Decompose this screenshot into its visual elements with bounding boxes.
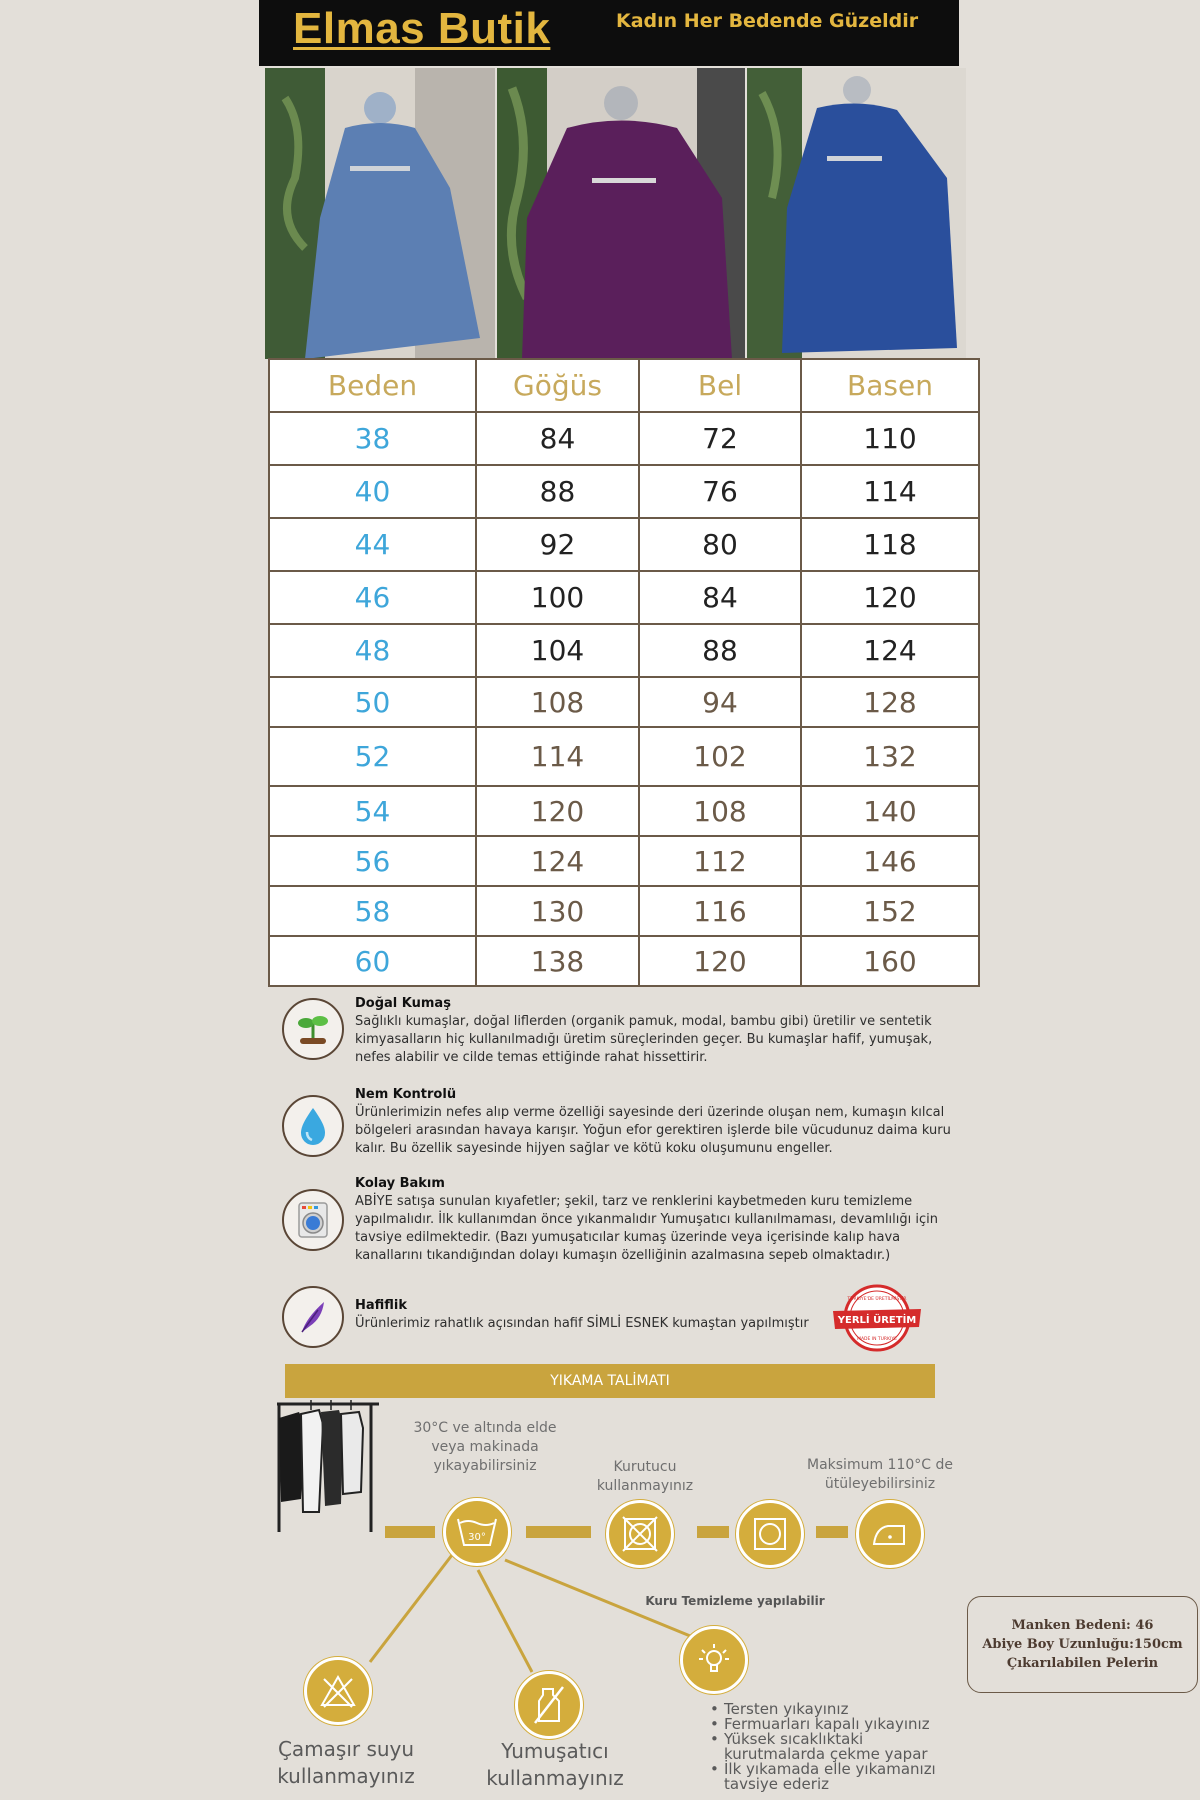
table-row — [269, 677, 979, 727]
list-item: • Tersten yıkayınız — [706, 1702, 966, 1717]
iron-icon — [856, 1500, 924, 1568]
wash-30-icon — [443, 1498, 511, 1566]
chest-cell: 130 — [476, 886, 639, 936]
col-header-chest: Göğüs — [476, 359, 639, 412]
waist-cell: 72 — [639, 412, 801, 465]
table-row — [269, 727, 979, 786]
badge-main-text: YERLİ ÜRETİM — [837, 1315, 917, 1326]
local-production-badge — [829, 1283, 925, 1353]
wash-symbol-text: 30° — [468, 1532, 486, 1543]
table-row — [269, 624, 979, 677]
chest-cell: 92 — [476, 518, 639, 571]
size-chart-table — [268, 358, 980, 987]
softener-note: Yumuşatıcı kullanmayınız — [486, 1739, 624, 1790]
col-header-waist: Bel — [639, 359, 801, 412]
size-cell: 40 — [269, 465, 476, 518]
list-item: • Fermuarları kapalı yıkayınız — [706, 1717, 966, 1732]
no-tumble-dry-icon — [606, 1500, 674, 1568]
chest-cell: 120 — [476, 786, 639, 836]
care-tips-list — [706, 1702, 966, 1792]
chest-cell: 100 — [476, 571, 639, 624]
brand-logo: Elmas Butik — [293, 4, 551, 53]
size-cell: 48 — [269, 624, 476, 677]
hip-cell: 128 — [801, 677, 979, 727]
no-softener-icon — [515, 1671, 583, 1739]
hip-cell: 120 — [801, 571, 979, 624]
hip-cell: 160 — [801, 936, 979, 986]
model-info-box — [967, 1596, 1198, 1693]
table-row — [269, 412, 979, 465]
waist-cell: 112 — [639, 836, 801, 886]
chest-cell: 124 — [476, 836, 639, 886]
size-cell: 60 — [269, 936, 476, 986]
product-photo-purple — [497, 68, 745, 359]
clothes-rack-icon — [271, 1394, 386, 1534]
size-cell: 46 — [269, 571, 476, 624]
size-cell: 56 — [269, 836, 476, 886]
water-drop-icon — [282, 1095, 344, 1157]
size-cell: 44 — [269, 518, 476, 571]
dry-clean-note: Kuru Temizleme yapılabilir — [645, 1594, 825, 1608]
chest-cell: 104 — [476, 624, 639, 677]
waist-cell: 120 — [639, 936, 801, 986]
divider — [526, 1526, 591, 1538]
iron-note: Maksimum 110°C de ütüleyebilirsiniz — [807, 1457, 953, 1492]
chest-cell: 84 — [476, 412, 639, 465]
feather-icon — [282, 1286, 344, 1348]
hip-cell: 114 — [801, 465, 979, 518]
size-cell: 50 — [269, 677, 476, 727]
chest-cell: 108 — [476, 677, 639, 727]
bleach-note: Çamaşır suyu kullanmayınız — [277, 1737, 415, 1788]
table-row — [269, 571, 979, 624]
waist-cell: 102 — [639, 727, 801, 786]
dryer-note: Kurutucu kullanmayınız — [596, 1459, 694, 1494]
dress-length: Abiye Boy Uzunluğu:150cm — [982, 1637, 1183, 1652]
feature-text: Ürünlerimiz rahatlık açısından hafif SİMLİ ESNEK kumaştan yapılmıştır — [355, 1316, 809, 1331]
plant-icon — [282, 998, 344, 1060]
divider — [697, 1526, 729, 1538]
feature-text: Sağlıklı kumaşlar, doğal liflerden (organik pamuk, modal, bambu gibi) üretilir ve sentetik kimyasalların hiç kullanılmadığı üretim süreçlerinden geçer. Bu kumaşlar hafif, yumuşak, nefes alabilir ve cilde temas ettiğinde rahat hissettirir. — [355, 1014, 933, 1065]
waist-cell: 108 — [639, 786, 801, 836]
table-row — [269, 465, 979, 518]
table-row — [269, 518, 979, 571]
divider — [816, 1526, 848, 1538]
size-cell: 58 — [269, 886, 476, 936]
product-photo-blue — [265, 68, 495, 359]
hip-cell: 118 — [801, 518, 979, 571]
waist-cell: 88 — [639, 624, 801, 677]
badge-bottom-text: MADE IN TURKIYE — [857, 1337, 897, 1342]
hip-cell: 110 — [801, 412, 979, 465]
waist-cell: 94 — [639, 677, 801, 727]
product-photo-navy — [747, 68, 966, 359]
washing-machine-icon — [282, 1189, 344, 1251]
size-cell: 54 — [269, 786, 476, 836]
tagline: Kadın Her Bedende Güzeldir — [616, 10, 919, 32]
feature-text: ABİYE satışa sunulan kıyafetler; şekil, tarz ve renklerini kaybetmeden kuru temizleme yapılmalıdır. İlk kullanımdan önce yıkanmalıdır Yumuşatıcı kullanılmaması, devamlılığı için tavsiye edilmektedir. (Bazı yumuşatıcılar kumaş üzerinde veya içerisinde kalıp hava kanallarını tıkandığından dolayı kumaşın özelliğinin azalmasına sepeb olmaktadır.) — [355, 1194, 939, 1263]
waist-cell: 116 — [639, 886, 801, 936]
removable-cape: Çıkarılabilen Pelerin — [1006, 1656, 1159, 1671]
wash-note: 30°C ve altında elde veya makinada yıkayabilirsiniz — [413, 1420, 557, 1474]
hip-cell: 152 — [801, 886, 979, 936]
col-header-hip: Basen — [801, 359, 979, 412]
model-size: Manken Bedeni: 46 — [1011, 1618, 1154, 1633]
feature-title: Hafiflik — [355, 1298, 408, 1313]
waist-cell: 76 — [639, 465, 801, 518]
col-header-size: Beden — [269, 359, 476, 412]
table-row — [269, 836, 979, 886]
no-bleach-icon — [304, 1657, 372, 1725]
divider — [385, 1526, 435, 1538]
chest-cell: 138 — [476, 936, 639, 986]
dry-clean-circle-icon — [736, 1500, 804, 1568]
table-header-row — [269, 359, 979, 412]
list-item: • Yüksek sıcaklıktaki kurutmalarda çekme yapar — [706, 1732, 966, 1762]
feature-title: Kolay Bakım — [355, 1176, 445, 1191]
hip-cell: 140 — [801, 786, 979, 836]
table-row — [269, 936, 979, 986]
washing-instructions-title: YIKAMA TALİMATI — [285, 1364, 935, 1398]
table-row — [269, 886, 979, 936]
badge-top-text: TÜRKİYE'DE ÜRETİLMİŞTİR — [847, 1297, 907, 1302]
list-item: • İlk yıkamada elle yıkamanızı tavsiye ederiz — [706, 1762, 966, 1792]
waist-cell: 84 — [639, 571, 801, 624]
size-cell: 52 — [269, 727, 476, 786]
table-row — [269, 786, 979, 836]
hip-cell: 132 — [801, 727, 979, 786]
feature-text: Ürünlerimizin nefes alıp verme özelliği sayesinde deri üzerinde oluşan nem, kumaşın kılcal bölgeleri arasından havaya karışır. Yoğun efor gerektiren işlerde bile vücudunuz daima kuru kalır. Bu özellik sayesinde hijyen sağlar ve kötü koku oluşumunu engeller. — [355, 1105, 951, 1156]
feature-title: Doğal Kumaş — [355, 996, 451, 1011]
header-banner — [259, 0, 959, 66]
tip-bulb-icon — [680, 1626, 748, 1694]
waist-cell: 80 — [639, 518, 801, 571]
chest-cell: 88 — [476, 465, 639, 518]
hip-cell: 124 — [801, 624, 979, 677]
feature-title: Nem Kontrolü — [355, 1087, 457, 1102]
chest-cell: 114 — [476, 727, 639, 786]
hip-cell: 146 — [801, 836, 979, 886]
size-cell: 38 — [269, 412, 476, 465]
